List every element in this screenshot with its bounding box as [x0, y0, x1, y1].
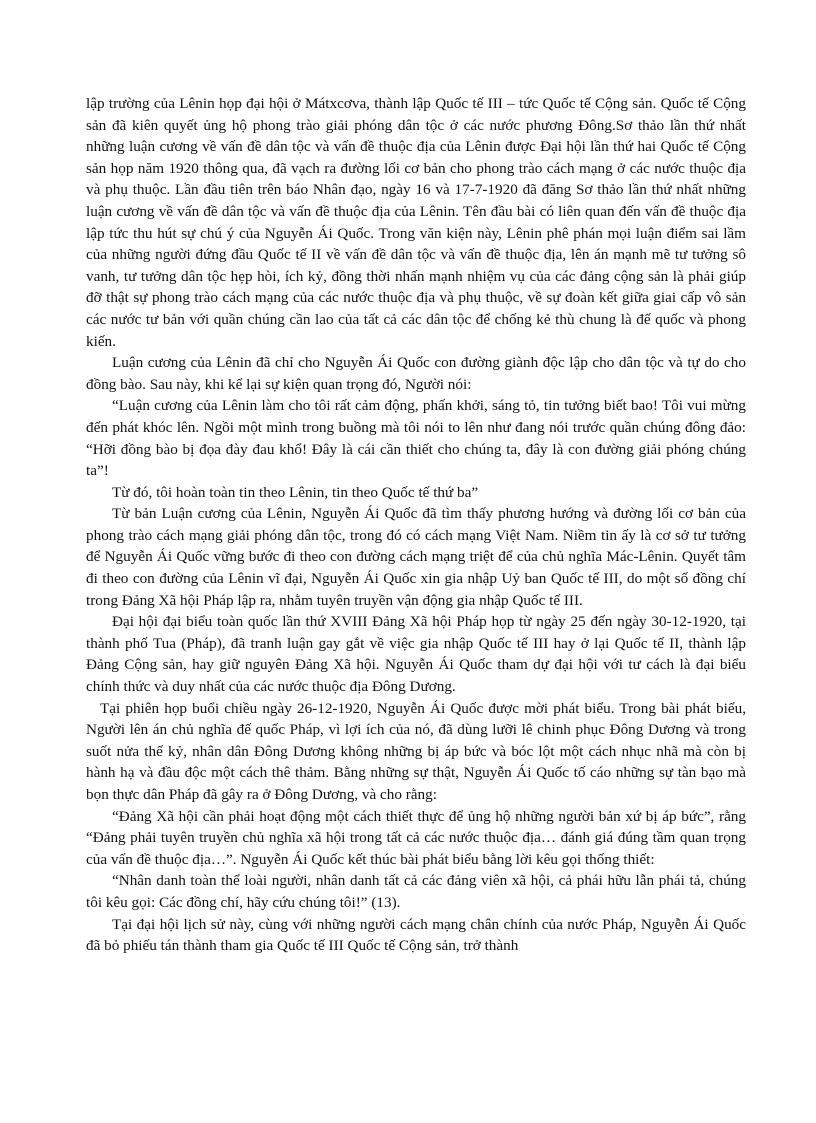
paragraph-10: Tại đại hội lịch sử này, cùng với những người cách mạng chân chính của nước Pháp, Nguyễn Ái Quốc đã bỏ phiếu tán thành tham gia Quốc tế III Quốc tế Cộng sản, trở thành	[86, 915, 746, 955]
paragraph-4-quote-end: Từ đó, tôi hoàn toàn tin theo Lênin, tin theo Quốc tế thứ ba”	[112, 483, 479, 501]
document-page	[86, 93, 746, 957]
paragraph-3-quote: “Luận cương của Lênin làm cho tôi rất cảm động, phấn khởi, sáng tỏ, tin tưởng biết bao! Tôi vui mừng đến phát khóc lên. Ngồi một mình trong buồng mà tôi nói to lên như đang nói trước quần chúng đông đảo: “Hỡi đồng bào bị đọa đày đau khổ! Đây là cái cần thiết cho chúng ta, đây là con đường giải phóng chúng ta”!	[86, 397, 746, 480]
paragraph-5: Từ bản Luận cương của Lênin, Nguyễn Ái Quốc đã tìm thấy phương hướng và đường lối cơ bản của phong trào cách mạng giải phóng dân tộc, trong đó có cách mạng Việt Nam. Niềm tin ấy là cơ sở tư tưởng để Nguyễn Ái Quốc vững bước đi theo con đường cách mạng triệt để của chủ nghĩa Mác-Lênin. Quyết tâm đi theo con đường của Lênin vĩ đại, Nguyễn Ái Quốc xin gia nhập Uỷ ban Quốc tế III, do một số đồng chí trong Đảng Xã hội Pháp lập ra, nhằm tuyên truyền vận động gia nhập Quốc tế III.	[86, 505, 746, 609]
paragraph-1: lập trường của Lênin họp đại hội ở Mátxcơva, thành lập Quốc tế III – tức Quốc tế Cộng sản. Quốc tế Cộng sản đã kiên quyết ủng hộ phong trào giải phóng dân tộc ở các nước phương Đông.Sơ thảo lần thứ nhất những luận cương về vấn đề dân tộc và vấn đề thuộc địa của Lênin được Đại hội lần thứ hai Quốc tế Cộng sản họp năm 1920 thông qua, đã vạch ra đường lối cơ bản cho phong trào cách mạng ở các nước thuộc địa và phụ thuộc. Lần đầu tiên trên báo Nhân đạo, ngày 16 và 17-7-1920 đã đăng Sơ thảo lần thứ nhất những luận cương về vấn đề dân tộc và vấn đề thuộc địa của Lênin. Tên đầu bài có liên quan đến vấn đề thuộc địa lập tức thu hút sự chú ý của Nguyễn Ái Quốc. Trong văn kiện này, Lênin phê phán mọi luận điểm sai lầm của những người đứng đầu Quốc tế II về vấn đề dân tộc và vấn đề thuộc địa, lên án mạnh mẽ tư tưởng sô vanh, tư tưởng dân tộc hẹp hòi, ích kỷ, đồng thời nhấn mạnh nhiệm vụ của các đảng cộng sản là phải giúp đỡ thật sự phong trào cách mạng của các nước thuộc địa và phụ thuộc, về sự đoàn kết giữa giai cấp vô sản các nước tư bản với quần chúng cần lao của tất cả các dân tộc để chống kẻ thù chung là đế quốc và phong kiến.	[86, 95, 746, 350]
paragraph-6: Đại hội đại biểu toàn quốc lần thứ XVIII Đảng Xã hội Pháp họp từ ngày 25 đến ngày 30-12-1920, tại thành phố Tua (Pháp), đã tranh luận gay gắt về việc gia nhập Quốc tế III hay ở lại Quốc tế II, thành lập Đảng Cộng sản, hay giữ nguyên Đảng Xã hội. Nguyễn Ái Quốc tham dự đại hội với tư cách là đại biểu chính thức và duy nhất của các nước thuộc địa Đông Dương.	[86, 613, 746, 696]
paragraph-2: Luận cương của Lênin đã chỉ cho Nguyễn Ái Quốc con đường giành độc lập cho dân tộc và tự do cho đồng bào. Sau này, khi kể lại sự kiện quan trọng đó, Người nói:	[86, 354, 746, 393]
paragraph-9-quote: “Nhân danh toàn thể loài người, nhân danh tất cả các đảng viên xã hội, cả phái hữu lẫn phái tả, chúng tôi kêu gọi: Các đồng chí, hãy cứu chúng tôi!” (13).	[86, 872, 746, 911]
paragraph-7: Tại phiên họp buổi chiều ngày 26-12-1920, Nguyễn Ái Quốc được mời phát biểu. Trong bài phát biểu, Người lên án chủ nghĩa đế quốc Pháp, vì lợi ích của nó, đã dùng lưỡi lê chinh phục Đông Dương và trong suốt nửa thế kỷ, nhân dân Đông Dương không những bị áp bức và bóc lột một cách nhục nhã mà còn bị hành hạ và đầu độc một cách thê thảm. Bằng những sự thật, Nguyễn Ái Quốc tố cáo những sự tàn bạo mà bọn thực dân Pháp đã gây ra ở Đông Dương, và cho rằng:	[86, 699, 746, 803]
paragraph-8-quote: “Đảng Xã hội cần phải hoạt động một cách thiết thực để ủng hộ những người bản xứ bị áp bức”, rằng “Đảng phải tuyên truyền chủ nghĩa xã hội trong tất cả các nước thuộc địa… đánh giá đúng tầm quan trọng của vấn đề thuộc địa…”. Nguyễn Ái Quốc kết thúc bài phát biểu bằng lời kêu gọi thống thiết:	[86, 807, 746, 868]
